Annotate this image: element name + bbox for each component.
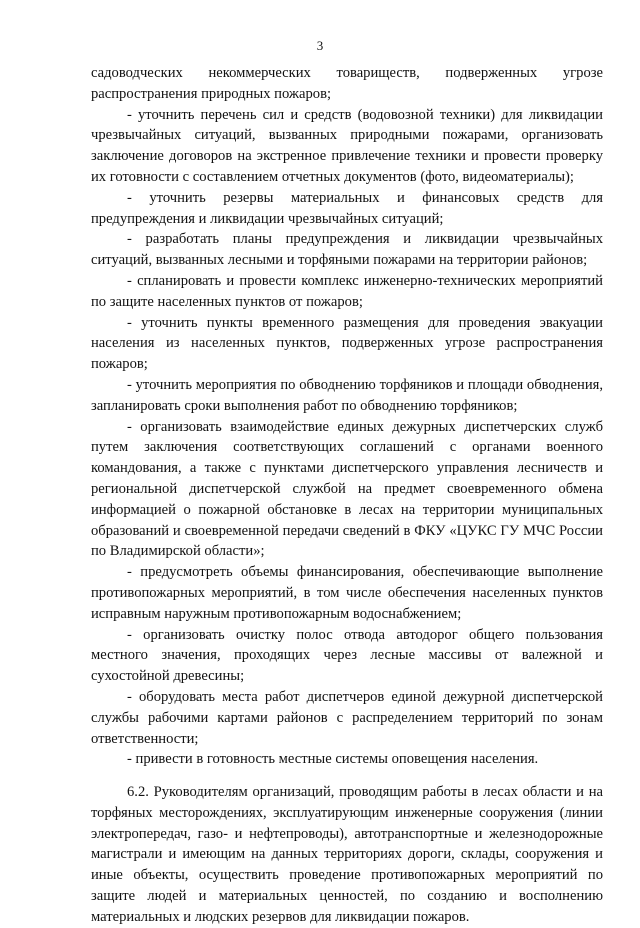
list-item-dispatcher-maps: - оборудовать места работ диспетчеров единой дежурной диспетчерской службы рабочими картами районов с распределением территорий по зонам ответственности; [91,688,603,747]
page-number: 3 [316,38,324,53]
list-item-emergency-plans: - разработать планы предупреждения и ликвидации чрезвычайных ситуаций, вызванных лесными и торфяными пожарами на территории районов; [91,231,603,269]
list-item-warning-systems: - привести в готовность местные системы оповещения населения. [127,751,539,768]
list-item-water-vehicles: - уточнить перечень сил и средств (водовозной техники) для ликвидации чрезвычайных ситуаций, вызванных природными пожарами, организовать заключение договоров на экстренное привлечение техники и провести проверку их готовности с составлением отчетных документов (фото, видеоматериалы); [91,106,603,185]
list-item-reserves: - уточнить резервы материальных и финансовых средств для предупреждения и ликвидации чрезвычайных ситуаций; [91,189,603,227]
list-item-financing: - предусмотреть объемы финансирования, обеспечивающие выполнение противопожарных мероприятий, в том числе обеспечения населенных пунктов исправным наружным противопожарным водоснабжением; [91,564,603,622]
list-item-road-clearing: - организовать очистку полос отвода автодорог общего пользования местного значения, проходящих через лесные массивы от валежной и сухостойной древесины; [91,626,603,685]
paragraph-continuation: садоводческих некоммерческих товариществ, подверженных угрозе распространения природных пожаров; [91,65,603,102]
document-body [91,63,603,928]
list-item-dispatch-interaction: - организовать взаимодействие единых дежурных диспетчерских служб путем заключения соответствующих соглашений с органами военного командования, а также с пунктами диспетчерского управления лесничеств и региональной диспетчерской службой на предмет своевременного обмена информацией о пожарной обстановке в лесах на территории муниципальных образований и своевременной передачи сведений в ФКУ «ЦУКС ГУ МЧС России по Владимирской области»; [91,418,603,560]
list-item-evacuation-points: - уточнить пункты временного размещения для проведения эвакуации населения из населенных пунктов, подверженных угрозе распространения пожаров; [91,314,603,373]
list-item-engineering-measures: - спланировать и провести комплекс инженерно-технических мероприятий по защите населенных пунктов от пожаров; [91,272,603,310]
section-6-2-paragraph: 6.2. Руководителям организаций, проводящим работы в лесах области и на торфяных месторождениях, эксплуатирующим инженерные сооружения (линии электропередач, газо- и нефтепроводы), автотранспортные и железнодорожные магистрали и имеющим на данных территориях дороги, склады, сооружения и иные объекты, осуществить проведение противопожарных мероприятий по защите людей и материальных ценностей, по созданию и восполнению материальных и людских резервов для ликвидации пожаров. [91,784,603,925]
list-item-peat-watering: - уточнить мероприятия по обводнению торфяников и площади обводнения, запланировать сроки выполнения работ по обводнению торфяников; [91,376,603,414]
